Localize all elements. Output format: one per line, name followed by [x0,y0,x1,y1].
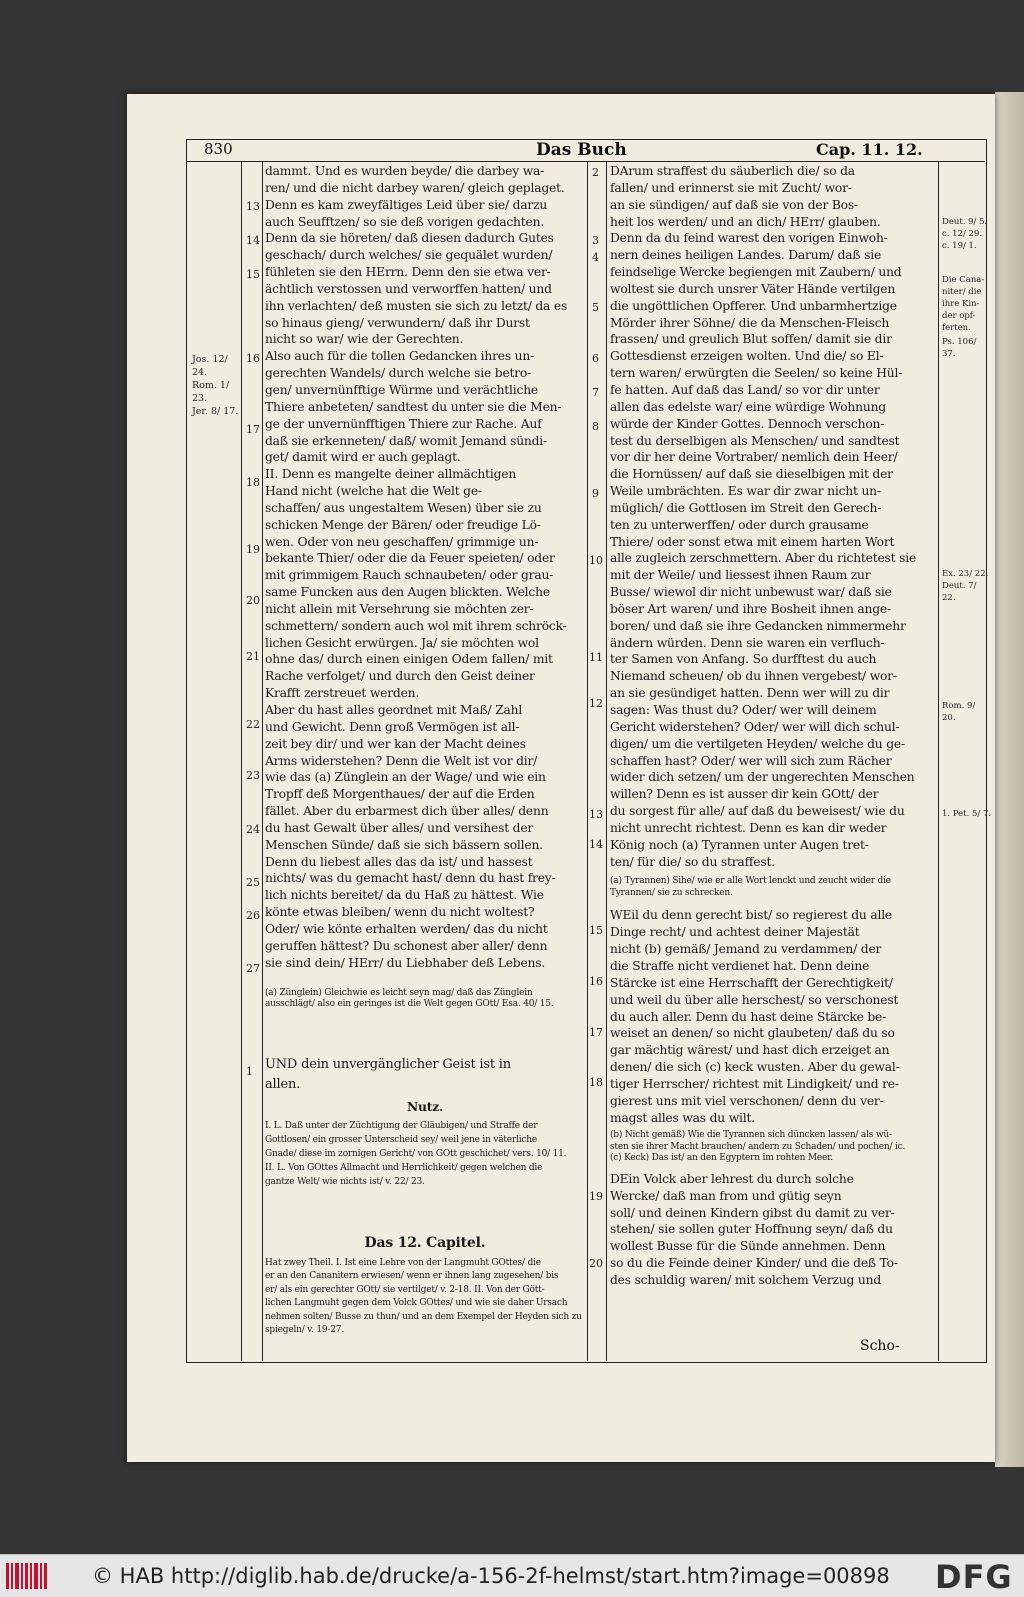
text-line: magst alles was du wilt. [610,1110,755,1125]
text-line: weiset an denen/ so nicht glaubeten/ daß du so [610,1026,895,1041]
verse-number: 19 [589,1190,603,1203]
margin-note: 1. Pet. 5/ 7. [942,809,992,819]
text-line: die Hornüssen/ auf daß sie dieselbigen mit der [610,467,893,482]
text-line: sie sind dein/ HErr/ du Liebhaber deß Lebens. [265,955,546,970]
text-line: denen/ die sich (c) keck wusten. Aber du gewal- [610,1060,900,1075]
margin-note: c. 12/ 29. [942,229,983,239]
text-line: Thiere anbeteten/ sandtest du unter sie die Men- [265,399,562,414]
text-line: du hast Gewalt über alles/ und versihest der [265,820,534,835]
text-line: ohne das/ durch einen einigen Odem fallen/ mit [265,652,553,667]
text-line: ändern würden. Denn sie waren ein verfluch- [610,635,885,650]
text-line: geschach/ durch welches/ sie gequälet wurden/ [265,248,553,263]
page-number: 830 [204,140,233,158]
margin-note: Deut. 7/ [942,581,977,591]
nutz-line: II. L. Von GOttes Allmacht und Herrlichkeit/ gegen welchen die [265,1162,543,1173]
copyright-url[interactable]: © HAB http://diglib.hab.de/drucke/a-156-2f-helmst/start.htm?image=00898 [92,1564,890,1588]
text-line: du auch aller. Denn du hast deine Stärcke be- [610,1009,887,1024]
text-line: müglich/ die Gottlosen im Streit den Gerech- [610,500,882,515]
barcode-logo-icon [6,1563,48,1589]
text-line: ren/ und die nicht darbey waren/ gleich geplaget. [265,180,565,195]
text-line: Busse/ wiewol dir nicht unbewust war/ daß sie [610,585,892,600]
margin-note: 24. [192,367,208,378]
text-line: feindselige Wercke begiengen mit Zaubern/ und [610,265,902,280]
verse-number: 13 [589,808,603,821]
footnote-line: sten sie ihrer Macht brauchen/ andern zu Schaden/ und pochen/ ic. [610,1141,906,1152]
text-line: gar mächtig wärest/ und hast dich erzeiget an [610,1043,890,1058]
text-line: du sorgest für alle/ auf daß du beweisest/ wie du [610,804,905,819]
margin-note: Jos. 12/ [192,354,228,365]
margin-note: Jer. 8/ 17. [192,406,239,417]
text-line: ter Samen von Anfang. So durfftest du auch [610,652,877,667]
footnote-line: Tyrannen/ sie zu schrecken. [610,887,733,898]
text-line: Hand nicht (welche hat die Welt ge- [265,484,482,499]
text-line: ten/ für die/ so du straffest. [610,854,775,869]
verse-number: 20 [589,1257,603,1270]
verse-number: 17 [246,423,260,436]
margin-note: 20. [942,713,956,723]
verse-number: 18 [246,476,260,489]
text-line: nern deines heiligen Landes. Darum/ daß sie [610,248,882,263]
text-line: fe hatten. Auf daß das Land/ so vor dir unter [610,382,880,397]
text-line: Denn da sie höreten/ daß diesen dadurch Gutes [265,231,554,246]
verse-number: 1 [246,1065,253,1078]
text-line: same Funcken aus den Augen blickten. Welche [265,585,550,600]
text-line: und weil du über alle herschest/ so verschonest [610,992,899,1007]
text-line: Gottesdienst erzeigen wolten. Und die/ so El- [610,349,884,364]
margin-note: c. 19/ 1. [942,241,977,251]
text-line: Weile umbrächten. Es war dir zwar nicht un- [610,484,881,499]
verse-number: 20 [246,594,260,607]
footer-bar [0,1554,1024,1597]
nutz-line: Gnade/ diese im zornigen Gericht/ von GOtt geschichet/ vers. 10/ 11. [265,1148,567,1159]
nutz-line: gantze Welt/ wie nichts ist/ v. 22/ 23. [265,1176,425,1187]
text-line: Gericht widerstehen? Oder/ wer will dich schul- [610,719,900,734]
verse-number: 23 [246,769,260,782]
dfg-logo: DFG [935,1558,1013,1596]
text-line: mit grimmigem Rauch schnaubeten/ oder grau- [265,568,554,583]
text-line: test du derselbigen als Menschen/ und sandtest [610,433,900,448]
next-page-edge [995,92,1024,1467]
center-rule-b [606,161,607,1361]
text-line: soll/ und deinen Kindern gibst du damit zu ver- [610,1205,895,1220]
text-line: Mörder ihrer Söhne/ die da Menschen-Fleisch [610,315,890,330]
summary-line: Hat zwey Theil. I. Ist eine Lehre von der Langmuht GOttes/ die [265,1257,541,1268]
text-line: alle zugleich zerschmettern. Aber du richtetest sie [610,551,917,566]
text-line: stehen/ sie sollen guter Hoffnung seyn/ daß du [610,1222,893,1237]
footnote-line: (c) Keck) Das ist/ an den Egyptern im rohten Meer. [610,1153,833,1164]
verse-number: 21 [246,650,260,663]
spacer [610,899,936,907]
text-line: daß sie erkenneten/ daß/ womit Jemand sündi- [265,433,547,448]
spacer [265,1189,585,1229]
margin-note: Die Cana- [942,275,985,285]
text-line: Aber du hast alles geordnet mit Maß/ Zahl [265,703,523,717]
text-line: Stärcke ist eine Herrschafft der Gerechtigkeit/ [610,975,893,990]
margin-note: der opf- [942,311,976,321]
text-line: fühleten sie den HErrn. Denn den sie etwa ver- [265,265,551,280]
text-line: Niemand scheuen/ ob du ihnen vergebest/ wor- [610,669,897,684]
verse-number: 22 [246,718,260,731]
catchword: Scho- [860,1338,900,1354]
text-line: bekante Thier/ oder die da Feuer speieten/ oder [265,551,555,566]
text-line: König noch (a) Tyrannen unter Augen tret- [610,837,869,852]
text-line: an sie sündigen/ auf daß sie von der Bos- [610,197,858,212]
text-line: lich nichts bereitet/ da du Haß zu hättest. Wie [265,888,544,903]
text-line: ächtlich verstossen und verworffen hatten/ und [265,281,552,296]
text-line: woltest sie durch unsrer Väter Hände vertilgen [610,281,896,296]
text-line: UND dein unvergänglicher Geist ist in [265,1056,511,1072]
summary-line: lichen Langmuht gegen dem Volck GOttes/ und wie sie daher Ursach [265,1298,568,1308]
left-number-rule [262,161,263,1361]
margin-note: Deut. 9/ 5. [942,217,988,227]
text-line: nicht allein mit Versehrung sie möchten zer- [265,601,534,616]
verse-number: 7 [592,386,599,399]
margin-note: ferten. [942,323,971,333]
nutz-line: I. L. Daß unter der Züchtigung der Gläubigen/ und Straffe der [265,1120,538,1131]
text-line: wen. Oder von neu geschaffen/ grimmige un- [265,534,539,549]
footnote-line: (b) Nicht gemäß) Wie die Tyrannen sich düncken lassen/ als wü- [610,1130,892,1141]
margin-note: niter/ die [942,287,982,297]
text-line: die ungöttlichen Opfferer. Und unbarmhertzige [610,298,897,313]
text-line: und Gewicht. Denn groß Vermögen ist all- [265,719,520,734]
margin-note: Ex. 23/ 22. [942,569,989,579]
text-line: get/ damit wird er auch geplagt. [265,450,461,465]
text-line: sagen: Was thust du? Oder/ wer will deinem [610,703,877,717]
text-line: so du die Feinde deiner Kinder/ und die deß To- [610,1256,898,1271]
summary-line: er/ als ein gerechter GOtt/ sie vertilget/ v. 2-18. II. Von der Gött- [265,1284,545,1295]
right-column [610,163,936,1289]
verse-number: 14 [246,234,260,247]
text-line: Krafft zerstreuet werden. [265,686,420,701]
right-margin-rule [938,161,939,1361]
running-title: Das Buch [536,140,627,160]
spacer [265,972,585,988]
text-line: allen. [265,1076,301,1092]
text-line: nicht unrecht richtest. Denn es kan dir weder [610,820,887,835]
text-line: II. Denn es mangelte deiner allmächtigen [265,467,517,482]
summary-line: er an den Cananitern erwiesen/ wenn er ihnen lang zugesehen/ bis [265,1271,559,1281]
text-line: frassen/ und greulich Blut soffen/ damit sie dir [610,332,892,347]
verse-number: 24 [246,823,260,836]
text-line: allen das edelste war/ eine würdige Wohnung [610,399,886,414]
nutz-line: Gottlosen/ ein grosser Unterscheid sey/ weil jene in väterliche [265,1134,537,1145]
verse-number: 15 [589,924,603,937]
text-line: Thiere/ oder sonst etwa mit einem harten Wort [610,534,895,549]
text-line: mit der Weile/ und liessest ihnen Raum zur [610,568,871,583]
text-line: schmettern/ sondern auch wol mit ihrem schröck- [265,618,567,633]
text-line: vor dir her deine Vortraber/ nemlich dein Heer/ [610,450,898,465]
text-line: Tropff deß Morgenthaues/ der auf die Erden [265,787,535,802]
text-line: wollest Busse für die Sünde annehmen. Denn [610,1239,886,1254]
margin-note: Rom. 9/ [942,701,976,711]
summary-line: nehmen solten/ Busse zu thun/ und an dem Exempel der Heyden sich zu [265,1311,582,1322]
text-line: ten zu unterwerffen/ oder durch grausame [610,517,869,532]
verse-number: 5 [592,301,599,314]
left-column [265,163,585,1338]
text-line: auch Seufftzen/ so sie deß vorigen gedachten. [265,214,545,229]
text-line: Arms widerstehen? Denn die Welt ist vor dir/ [265,753,538,768]
text-line: würde der Kinder Gottes. Dennoch verschon- [610,416,885,431]
text-line: wie das (a) Zünglein an der Wage/ und wie ein [265,770,546,785]
margin-note: Ps. 106/ [942,337,977,347]
text-line: ihn verlachten/ deß musten sie sich zu letzt/ da es [265,298,568,313]
page-header [186,139,985,162]
summary-line: spiegeln/ v. 19-27. [265,1325,344,1335]
text-line: gierest uns mit viel verschonen/ denn du ver- [610,1093,884,1108]
verse-number: 9 [592,487,599,500]
verse-number: 12 [589,697,603,710]
text-line: die Straffe nicht verdienet hat. Denn deine [610,958,870,973]
verse-number: 14 [589,838,603,851]
margin-note: 37. [942,349,956,359]
center-rule-a [587,161,588,1361]
text-line: böser Art waren/ und ihre Bosheit ihnen ange- [610,601,891,616]
text-line: WEil du denn gerecht bist/ so regierest du alle [610,908,893,923]
text-line: schicken Menge der Bären/ oder freudige Lö- [265,517,541,532]
chapter-reference: Cap. 11. 12. [816,140,923,159]
text-line: ge der unvernünfftigen Thiere zur Rache. Auf [265,416,542,431]
text-line: Denn es kam zweyfältiges Leid über sie/ darzu [265,197,548,212]
text-line: Wercke/ daß man from und gütig seyn [610,1188,842,1203]
verse-number: 25 [246,876,260,889]
text-line: des schuldig waren/ mit solchem Verzug und [610,1272,882,1287]
margin-note: Rom. 1/ [192,380,230,391]
margin-note: 22. [942,593,956,603]
text-line: Denn da du feind warest den vorigen Einwoh- [610,231,888,246]
text-line: digen/ um die vertilgeten Heyden/ welche du ge- [610,736,905,751]
verse-number: 16 [246,352,260,365]
verse-number: 10 [589,554,603,567]
verse-number: 13 [246,200,260,213]
text-line: dammt. Und es wurden beyde/ die darbey wa- [265,164,545,178]
verse-number: 4 [592,251,599,264]
text-line: Oder/ wie könte erhalten werden/ das du nicht [265,921,548,936]
text-line: Dinge recht/ und achtest deiner Majestät [610,925,860,940]
text-line: wider dich setzen/ um der ungerechten Menschen [610,770,915,785]
text-line: zeit bey dir/ und wer kan der Macht deines [265,736,526,751]
verse-number: 19 [246,543,260,556]
chapter-heading: Das 12. Capitel. [364,1234,486,1251]
text-line: an sie gesündiget hatten. Denn wer will zu dir [610,686,890,701]
verse-number: 6 [592,352,599,365]
text-line: schaffen hast? Oder/ wer will sich zum Rächer [610,753,892,768]
text-line: schaffen/ aus ungestaltem Wesen) über sie zu [265,500,542,515]
text-line: Denn du liebest alles das da ist/ und hassest [265,854,533,869]
text-line: könte etwas bleiben/ wenn du nicht woltest? [265,905,535,920]
text-line: DArum straffest du säuberlich die/ so da [610,164,855,178]
text-line: lichen Gesicht erwürgen. Ja/ sie möchten wol [265,635,539,650]
verse-number: 18 [589,1076,603,1089]
margin-note: ihre Kin- [942,299,980,309]
footnote-line: ausschlägt/ also ein geringes ist die Welt gegen GOtt/ Esa. 40/ 15. [265,999,554,1009]
spacer [265,1011,585,1055]
verse-number: 2 [592,166,599,179]
footnote-line: (a) Zünglein) Gleichwie es leicht seyn mag/ daß das Zünglein [265,987,533,998]
left-margin-rule [241,161,242,1361]
text-line: boren/ und daß sie ihre Gedancken nimmermehr [610,618,906,633]
text-line: nichts/ was du gemacht hast/ denn du hast frey- [265,871,556,886]
text-line: fället. Aber du erbarmest dich über alles/ denn [265,804,549,819]
text-line: nicht (b) gemäß/ Jemand zu verdammen/ der [610,942,882,957]
verse-number: 15 [246,268,260,281]
text-line: fallen/ und erinnerst sie mit Zucht/ wor- [610,180,852,195]
text-line: so hinaus gieng/ verwundern/ daß ihr Durst [265,315,530,330]
text-line: gen/ unvernünfftige Würme und verächtliche [265,382,538,397]
nutz-heading: Nutz. [406,1098,444,1114]
verse-number: 26 [246,909,260,922]
verse-number: 3 [592,234,599,247]
text-line: gerechten Wandels/ durch welche sie betro- [265,366,532,381]
verse-number: 8 [592,420,599,433]
text-line: willen? Denn es ist ausser dir kein GOtt/ der [610,787,879,802]
text-line: geruffen hättest? Du schonest aber aller/ denn [265,938,548,953]
text-line: tiger Herrscher/ richtest mit Lindigkeit/ und re- [610,1076,899,1091]
text-line: nicht so war/ wie der Gerechten. [265,332,464,347]
text-line: heit los werden/ und an dich/ HErr/ glauben. [610,214,881,229]
verse-number: 16 [589,975,603,988]
text-line: Also auch für die tollen Gedancken ihres un- [265,349,535,364]
text-line: tern waren/ erwürgten die Seelen/ so keine Hül- [610,366,903,381]
margin-note: 23. [192,393,208,404]
text-line: Rache verfolget/ und durch den Geist deiner [265,669,535,684]
verse-number: 27 [246,962,260,975]
footnote-line: (a) Tyrannen) Sihe/ wie er alle Wort lenckt und zeucht wider die [610,876,891,887]
text-line: DEin Volck aber lehrest du durch solche [610,1171,854,1186]
verse-number: 11 [589,651,603,664]
verse-number: 17 [589,1026,603,1039]
text-line: Menschen Sünde/ daß sie sich bässern sollen. [265,837,543,852]
